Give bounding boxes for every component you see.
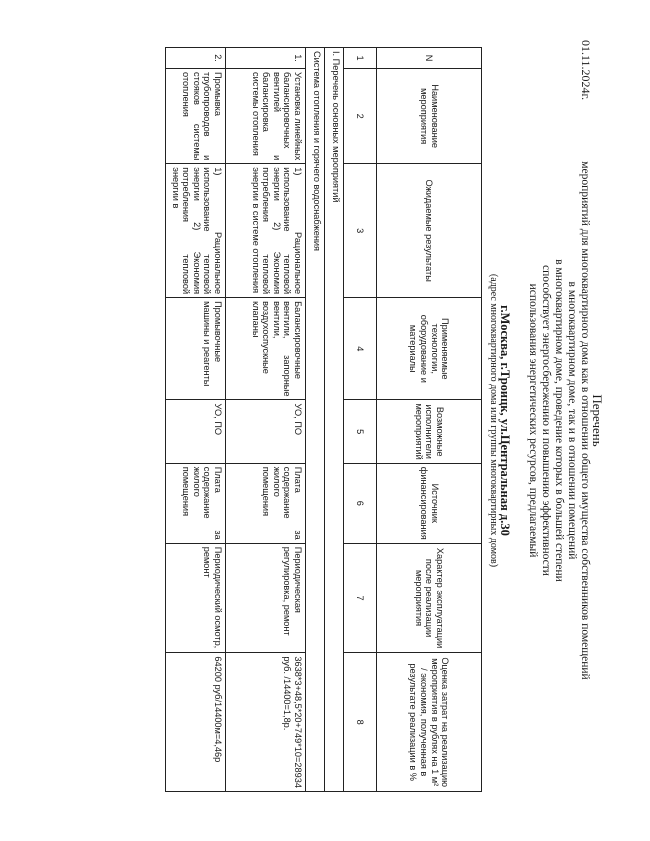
- row-measure: Установка линейных балансировочных вентилей и балансировка системы отопления: [226, 69, 306, 164]
- col-number: 6: [344, 463, 377, 543]
- measures-table: [165, 47, 482, 792]
- row-operation: Периодическая регулировка, ремонт: [226, 543, 306, 653]
- col-header-funding: Источник финансирования: [377, 463, 482, 543]
- subsection-row: [306, 48, 325, 792]
- col-header-executors: Возможные исполнители мероприятий: [377, 400, 482, 463]
- row-executors: УО, ПО: [226, 400, 306, 463]
- row-number: 2.: [166, 48, 226, 69]
- section-title: I. Перечень основных мероприятий: [325, 48, 344, 792]
- row-cost: 64200 руб/14400м=4,46р: [166, 653, 226, 792]
- row-technologies: Балансировочные вентили, запорные вентили, воздухоспускные клапаны: [226, 298, 306, 400]
- col-header-results: Ожидаемые результаты: [377, 164, 482, 298]
- document-date: 01.11.2024г.: [579, 40, 593, 101]
- table-header-row: [377, 48, 482, 792]
- col-header-operation: Характер эксплуатации после реализации мероприятия: [377, 543, 482, 653]
- table-row: [166, 48, 226, 792]
- row-cost: 3638*3+48,5*20+749*10=28934 руб. /14400=1,8р.: [226, 653, 306, 792]
- row-executors: УО, ПО: [166, 400, 226, 463]
- title-line-4: способствует энергосбережению и повышению эффективности: [540, 265, 552, 576]
- subsection-title: Система отопления и горячего водоснабжения: [306, 48, 325, 792]
- col-header-number: N: [377, 48, 482, 69]
- title-line-5: использования энергетических ресурсов, предлагаемый: [527, 283, 539, 558]
- col-number: 1: [344, 48, 377, 69]
- row-number: 1.: [226, 48, 306, 69]
- col-header-measure: Наименование мероприятия: [377, 69, 482, 164]
- column-numbers-row: [344, 48, 377, 792]
- title-line-1: мероприятий для многоквартирного дома как в отношении общего имущества собственников помещений: [579, 161, 591, 680]
- row-results: 1) Рациональное использование тепловой энергии 2) Экономия потребления тепловой энергии в системе отопления: [226, 164, 306, 298]
- col-number: 5: [344, 400, 377, 463]
- col-number: 2: [344, 69, 377, 164]
- table-row: [226, 48, 306, 792]
- row-operation: Периодический осмотр, ремонт: [166, 543, 226, 653]
- title-line-2: в многоквартирном доме, так и в отношении помещений: [566, 281, 578, 560]
- col-header-cost: Оценка затрат на реализацию мероприятия в рублях на 1 м² / экономия, полученная в результате реализации в %: [377, 653, 482, 792]
- document-title: Перечень: [590, 394, 605, 447]
- col-header-technologies: Применяемые технологии, оборудование и материалы: [377, 298, 482, 400]
- title-line-3: в многоквартирном доме, проведение которых в большей степени: [553, 259, 565, 582]
- row-measure: Промывка трубопроводов и стояков системы отопления: [166, 69, 226, 164]
- row-technologies: Промывочные машины и реагенты: [166, 298, 226, 400]
- col-number: 8: [344, 653, 377, 792]
- col-number: 4: [344, 298, 377, 400]
- address-note: (адрес многоквартирного дома или группы многоквартирных домов): [488, 273, 499, 568]
- address: г.Москва, г.Троицк, ул.Центральная д.30: [498, 305, 512, 536]
- row-funding: Плата за содержание жилого помещения: [226, 463, 306, 543]
- col-number: 3: [344, 164, 377, 298]
- row-funding: Плата за содержание жилого помещения: [166, 463, 226, 543]
- section-row: [325, 48, 344, 792]
- row-results: 1) Рациональное использование тепловой энергии 2) Экономия потребления тепловой энергии в: [166, 164, 226, 298]
- col-number: 7: [344, 543, 377, 653]
